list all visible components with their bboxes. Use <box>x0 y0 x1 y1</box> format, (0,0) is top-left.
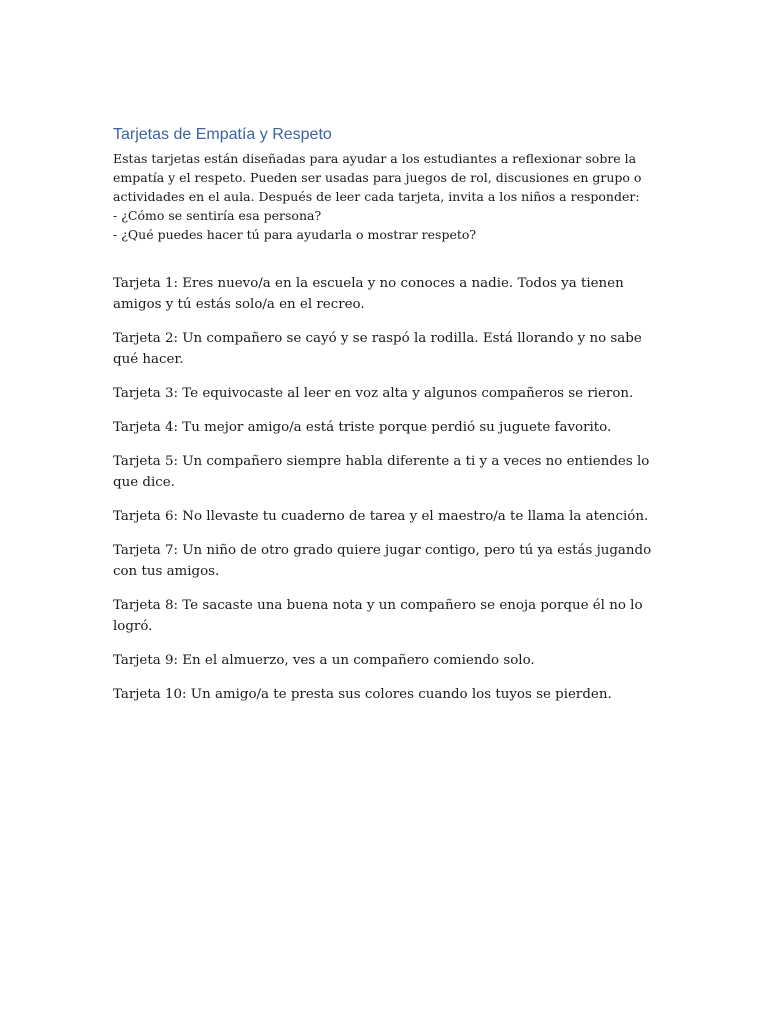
question-item: - ¿Qué puedes hacer tú para ayudarla o mostrar respeto? <box>113 227 477 242</box>
intro-paragraph <box>113 149 658 244</box>
intro-text: Estas tarjetas están diseñadas para ayudar a los estudiantes a reflexionar sobre la empatía y el respeto. Pueden ser usadas para juegos de rol, discusiones en grupo o actividades en el aula. Después de leer cada tarjeta, invita a los niños a responder: <box>113 151 642 204</box>
card-item: Tarjeta 1: Eres nuevo/a en la escuela y no conoces a nadie. Todos ya tienen amigos y tú estás solo/a en el recreo. <box>113 276 624 312</box>
document-title: Tarjetas de Empatía y Respeto <box>113 126 332 143</box>
card-item: Tarjeta 5: Un compañero siempre habla diferente a ti y a veces no entiendes lo que dice. <box>113 454 650 490</box>
card-item: Tarjeta 4: Tu mejor amigo/a está triste porque perdió su juguete favorito. <box>113 420 612 435</box>
document-body <box>113 124 658 718</box>
card-item: Tarjeta 3: Te equivocaste al leer en voz alta y algunos compañeros se rieron. <box>113 386 634 401</box>
card-item: Tarjeta 7: Un niño de otro grado quiere jugar contigo, pero tú ya estás jugando con tus amigos. <box>113 543 652 579</box>
card-item: Tarjeta 9: En el almuerzo, ves a un compañero comiendo solo. <box>113 653 535 668</box>
card-item: Tarjeta 6: No llevaste tu cuaderno de tarea y el maestro/a te llama la atención. <box>113 509 649 524</box>
card-item: Tarjeta 2: Un compañero se cayó y se raspó la rodilla. Está llorando y no sabe qué hacer. <box>113 331 642 367</box>
question-item: - ¿Cómo se sentiría esa persona? <box>113 208 322 223</box>
card-list <box>113 273 658 705</box>
card-item: Tarjeta 8: Te sacaste una buena nota y un compañero se enoja porque él no lo logró. <box>113 598 643 634</box>
card-item: Tarjeta 10: Un amigo/a te presta sus colores cuando los tuyos se pierden. <box>113 687 612 702</box>
